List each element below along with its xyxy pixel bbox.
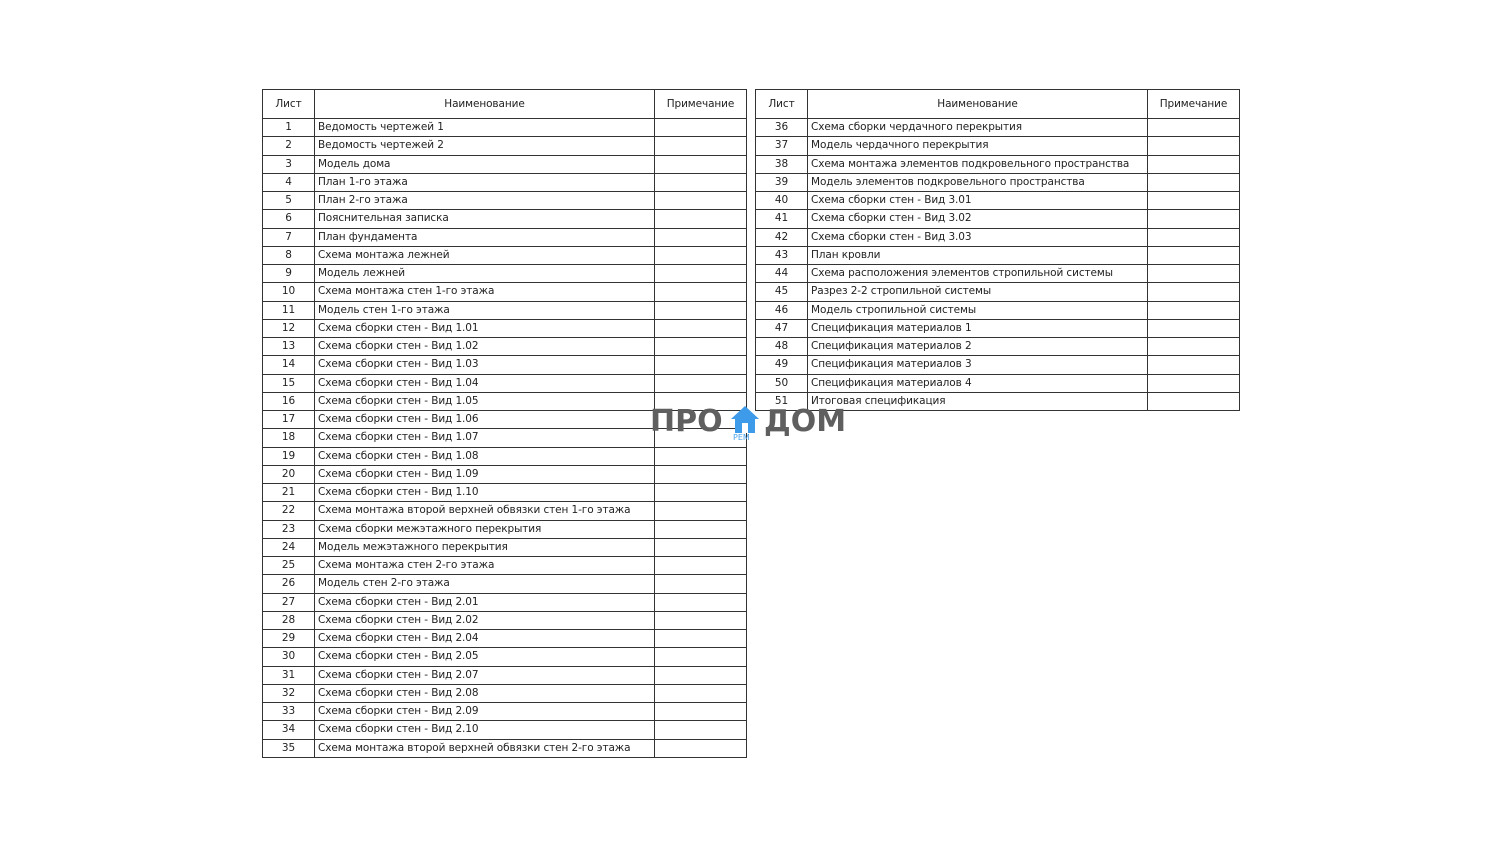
cell-sheet-number: 47	[756, 319, 808, 337]
cell-note	[655, 319, 747, 337]
cell-sheet-name: Модель дома	[315, 155, 655, 173]
table-row	[263, 684, 747, 702]
cell-sheet-number: 36	[756, 119, 808, 137]
cell-note	[655, 265, 747, 283]
cell-note	[1148, 283, 1240, 301]
cell-sheet-number: 16	[263, 392, 315, 410]
cell-sheet-name: Схема сборки стен - Вид 2.01	[315, 593, 655, 611]
cell-note	[655, 119, 747, 137]
cell-note	[655, 192, 747, 210]
table-row	[263, 119, 747, 137]
cell-sheet-number: 2	[263, 137, 315, 155]
cell-note	[655, 721, 747, 739]
cell-sheet-name: Схема монтажа второй верхней обвязки стен 1-го этажа	[315, 502, 655, 520]
logo-subtext: РЕМ	[733, 433, 750, 442]
cell-sheet-number: 29	[263, 630, 315, 648]
cell-sheet-number: 15	[263, 374, 315, 392]
cell-note	[655, 465, 747, 483]
cell-note	[1148, 356, 1240, 374]
cell-sheet-name: Ведомость чертежей 2	[315, 137, 655, 155]
table-row	[263, 465, 747, 483]
cell-sheet-number: 5	[263, 192, 315, 210]
cell-sheet-number: 24	[263, 538, 315, 556]
cell-sheet-number: 22	[263, 502, 315, 520]
cell-sheet-name: Спецификация материалов 1	[808, 319, 1148, 337]
cell-sheet-number: 32	[263, 684, 315, 702]
table-row	[263, 192, 747, 210]
cell-note	[655, 356, 747, 374]
table-row	[263, 630, 747, 648]
table-row	[263, 557, 747, 575]
cell-sheet-number: 34	[263, 721, 315, 739]
cell-sheet-name: Схема сборки чердачного перекрытия	[808, 119, 1148, 137]
cell-sheet-number: 20	[263, 465, 315, 483]
cell-note	[1148, 374, 1240, 392]
cell-sheet-number: 19	[263, 447, 315, 465]
table-row	[263, 520, 747, 538]
table-row	[756, 192, 1240, 210]
cell-sheet-name: Пояснительная записка	[315, 210, 655, 228]
cell-note	[655, 538, 747, 556]
cell-sheet-number: 31	[263, 666, 315, 684]
prodom-watermark-logo	[650, 404, 850, 448]
cell-sheet-name: Схема сборки стен - Вид 2.08	[315, 684, 655, 702]
table-row	[263, 356, 747, 374]
cell-sheet-number: 38	[756, 155, 808, 173]
cell-sheet-name: Схема сборки стен - Вид 2.05	[315, 648, 655, 666]
cell-sheet-name: Схема расположения элементов стропильной системы	[808, 265, 1148, 283]
cell-sheet-number: 23	[263, 520, 315, 538]
cell-sheet-number: 13	[263, 338, 315, 356]
cell-sheet-name: Схема сборки стен - Вид 3.01	[808, 192, 1148, 210]
table-row	[756, 246, 1240, 264]
table-row	[756, 119, 1240, 137]
cell-sheet-number: 25	[263, 557, 315, 575]
cell-sheet-number: 7	[263, 228, 315, 246]
cell-sheet-name: Итоговая спецификация	[808, 392, 1148, 410]
cell-note	[1148, 173, 1240, 191]
table-row	[263, 575, 747, 593]
table-row	[263, 739, 747, 757]
cell-note	[655, 684, 747, 702]
cell-sheet-name: План 2-го этажа	[315, 192, 655, 210]
table-row	[263, 228, 747, 246]
cell-sheet-name: Схема сборки стен - Вид 2.02	[315, 611, 655, 629]
cell-sheet-number: 46	[756, 301, 808, 319]
table-row	[263, 484, 747, 502]
cell-sheet-name: Модель стен 1-го этажа	[315, 301, 655, 319]
cell-sheet-number: 49	[756, 356, 808, 374]
cell-note	[1148, 137, 1240, 155]
cell-sheet-number: 3	[263, 155, 315, 173]
cell-sheet-number: 30	[263, 648, 315, 666]
table-row	[263, 703, 747, 721]
table-row	[263, 374, 747, 392]
cell-note	[1148, 155, 1240, 173]
cell-sheet-number: 40	[756, 192, 808, 210]
cell-sheet-name: Схема монтажа стен 1-го этажа	[315, 283, 655, 301]
table-row	[756, 137, 1240, 155]
cell-sheet-number: 48	[756, 338, 808, 356]
cell-sheet-number: 35	[263, 739, 315, 757]
table-row	[756, 210, 1240, 228]
cell-sheet-name: Схема сборки стен - Вид 1.06	[315, 411, 655, 429]
cell-note	[655, 502, 747, 520]
cell-note	[655, 575, 747, 593]
cell-sheet-name: Схема сборки стен - Вид 1.08	[315, 447, 655, 465]
table-row	[263, 338, 747, 356]
cell-sheet-name: Схема сборки стен - Вид 3.03	[808, 228, 1148, 246]
table-row	[263, 173, 747, 191]
table-row	[263, 210, 747, 228]
cell-note	[1148, 228, 1240, 246]
logo-word-pro: ПРО	[650, 404, 723, 439]
cell-sheet-name: Схема сборки стен - Вид 1.09	[315, 465, 655, 483]
cell-note	[655, 593, 747, 611]
cell-sheet-number: 33	[263, 703, 315, 721]
cell-sheet-number: 44	[756, 265, 808, 283]
cell-sheet-name: Схема сборки стен - Вид 1.07	[315, 429, 655, 447]
cell-sheet-name: Схема монтажа лежней	[315, 246, 655, 264]
table-row	[263, 538, 747, 556]
cell-sheet-name: Модель элементов подкровельного пространства	[808, 173, 1148, 191]
cell-sheet-name: Схема сборки стен - Вид 1.10	[315, 484, 655, 502]
cell-note	[655, 630, 747, 648]
cell-note	[655, 557, 747, 575]
column-header-sheet: Лист	[756, 90, 808, 119]
cell-sheet-number: 21	[263, 484, 315, 502]
house-icon	[730, 405, 760, 435]
cell-sheet-number: 43	[756, 246, 808, 264]
cell-sheet-name: Модель стропильной системы	[808, 301, 1148, 319]
cell-sheet-number: 6	[263, 210, 315, 228]
cell-note	[655, 611, 747, 629]
cell-sheet-name: Модель стен 2-го этажа	[315, 575, 655, 593]
logo-word-dom: ДОМ	[764, 404, 847, 439]
table-row	[756, 319, 1240, 337]
cell-sheet-name: Схема сборки стен - Вид 1.03	[315, 356, 655, 374]
cell-sheet-name: План 1-го этажа	[315, 173, 655, 191]
cell-sheet-number: 17	[263, 411, 315, 429]
cell-sheet-name: Модель чердачного перекрытия	[808, 137, 1148, 155]
table-row	[263, 721, 747, 739]
cell-note	[1148, 119, 1240, 137]
cell-sheet-number: 8	[263, 246, 315, 264]
cell-note	[1148, 301, 1240, 319]
table-row	[263, 319, 747, 337]
cell-sheet-name: Спецификация материалов 4	[808, 374, 1148, 392]
table-row	[756, 356, 1240, 374]
cell-note	[655, 301, 747, 319]
cell-sheet-number: 27	[263, 593, 315, 611]
table-row	[756, 374, 1240, 392]
cell-note	[655, 484, 747, 502]
cell-sheet-name: Схема монтажа стен 2-го этажа	[315, 557, 655, 575]
cell-note	[655, 210, 747, 228]
cell-sheet-name: План фундамента	[315, 228, 655, 246]
cell-note	[655, 648, 747, 666]
column-header-note: Примечание	[655, 90, 747, 119]
table-row	[263, 666, 747, 684]
table-row	[756, 155, 1240, 173]
cell-note	[655, 173, 747, 191]
cell-sheet-number: 39	[756, 173, 808, 191]
table-row	[263, 246, 747, 264]
cell-sheet-name: Схема монтажа элементов подкровельного пространства	[808, 155, 1148, 173]
cell-sheet-number: 51	[756, 392, 808, 410]
cell-sheet-number: 4	[263, 173, 315, 191]
table-row	[756, 283, 1240, 301]
cell-sheet-number: 50	[756, 374, 808, 392]
table-row	[263, 137, 747, 155]
table-row	[756, 265, 1240, 283]
cell-sheet-number: 41	[756, 210, 808, 228]
cell-note	[655, 246, 747, 264]
column-header-name: Наименование	[808, 90, 1148, 119]
cell-sheet-number: 1	[263, 119, 315, 137]
column-header-name: Наименование	[315, 90, 655, 119]
table-row	[263, 611, 747, 629]
cell-sheet-number: 37	[756, 137, 808, 155]
cell-sheet-number: 9	[263, 265, 315, 283]
cell-note	[1148, 210, 1240, 228]
cell-sheet-name: Модель лежней	[315, 265, 655, 283]
cell-sheet-name: План кровли	[808, 246, 1148, 264]
cell-note	[655, 374, 747, 392]
cell-note	[655, 703, 747, 721]
cell-sheet-name: Схема сборки стен - Вид 1.01	[315, 319, 655, 337]
table-row	[263, 265, 747, 283]
table-row	[756, 173, 1240, 191]
table-row	[263, 301, 747, 319]
cell-note	[655, 739, 747, 757]
drawing-list-table-right	[755, 89, 1240, 411]
cell-sheet-number: 28	[263, 611, 315, 629]
table-header-row	[756, 90, 1240, 119]
cell-note	[655, 283, 747, 301]
cell-sheet-name: Разрез 2-2 стропильной системы	[808, 283, 1148, 301]
table-row	[263, 502, 747, 520]
table-body	[756, 119, 1240, 411]
cell-sheet-name: Модель межэтажного перекрытия	[315, 538, 655, 556]
cell-sheet-name: Схема сборки стен - Вид 1.02	[315, 338, 655, 356]
cell-note	[655, 520, 747, 538]
column-header-note: Примечание	[1148, 90, 1240, 119]
cell-sheet-name: Схема сборки стен - Вид 2.04	[315, 630, 655, 648]
cell-sheet-name: Ведомость чертежей 1	[315, 119, 655, 137]
cell-sheet-number: 18	[263, 429, 315, 447]
cell-sheet-number: 26	[263, 575, 315, 593]
table-row	[756, 301, 1240, 319]
cell-sheet-name: Спецификация материалов 2	[808, 338, 1148, 356]
cell-sheet-name: Схема сборки стен - Вид 2.07	[315, 666, 655, 684]
table-row	[263, 155, 747, 173]
cell-sheet-name: Схема монтажа второй верхней обвязки стен 2-го этажа	[315, 739, 655, 757]
cell-sheet-name: Схема сборки стен - Вид 2.10	[315, 721, 655, 739]
cell-note	[655, 228, 747, 246]
cell-sheet-number: 11	[263, 301, 315, 319]
cell-note	[655, 155, 747, 173]
table-row	[263, 593, 747, 611]
cell-sheet-name: Схема сборки межэтажного перекрытия	[315, 520, 655, 538]
cell-sheet-number: 42	[756, 228, 808, 246]
cell-sheet-number: 10	[263, 283, 315, 301]
cell-note	[1148, 319, 1240, 337]
cell-note	[655, 137, 747, 155]
table-row	[263, 648, 747, 666]
cell-note	[1148, 392, 1240, 410]
cell-sheet-name: Схема сборки стен - Вид 2.09	[315, 703, 655, 721]
cell-sheet-number: 14	[263, 356, 315, 374]
cell-sheet-number: 45	[756, 283, 808, 301]
cell-note	[655, 447, 747, 465]
cell-note	[1148, 192, 1240, 210]
table-row	[756, 338, 1240, 356]
cell-sheet-name: Схема сборки стен - Вид 1.05	[315, 392, 655, 410]
cell-sheet-name: Схема сборки стен - Вид 3.02	[808, 210, 1148, 228]
cell-note	[1148, 265, 1240, 283]
table-header-row	[263, 90, 747, 119]
cell-sheet-name: Спецификация материалов 3	[808, 356, 1148, 374]
cell-sheet-name: Схема сборки стен - Вид 1.04	[315, 374, 655, 392]
table-row	[756, 228, 1240, 246]
cell-sheet-number: 12	[263, 319, 315, 337]
cell-note	[1148, 246, 1240, 264]
cell-note	[1148, 338, 1240, 356]
cell-note	[655, 666, 747, 684]
cell-note	[655, 338, 747, 356]
column-header-sheet: Лист	[263, 90, 315, 119]
table-row	[263, 283, 747, 301]
table-row	[263, 447, 747, 465]
